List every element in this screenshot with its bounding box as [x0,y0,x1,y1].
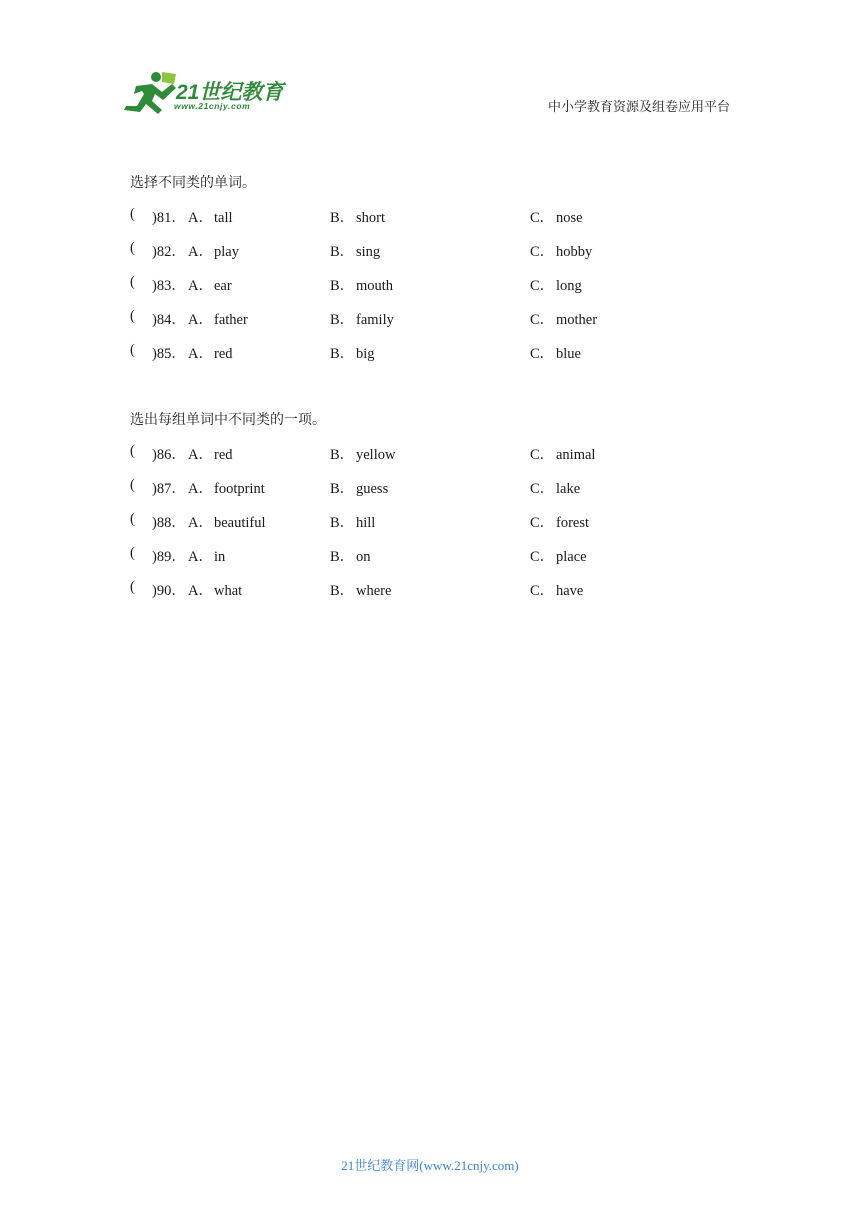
question-number: )86． [152,447,186,463]
running-man-logo-icon [122,70,178,116]
question-row [130,206,730,226]
option-c: C． place [530,549,587,565]
question-row [130,579,730,599]
answer-blank[interactable]: ( [130,342,135,358]
question-row [130,477,730,497]
option-a: A．father [188,312,248,328]
option-a: A．play [188,244,239,260]
option-c: C． lake [530,481,581,497]
option-b: B． on [330,549,371,565]
logo [122,70,292,116]
answer-blank[interactable]: ( [130,477,135,493]
question-number: )82． [152,244,186,260]
question-row [130,240,730,260]
logo-url: www.21cnjy.com [174,101,251,111]
option-c: C． nose [530,210,583,226]
question-row [130,443,730,463]
question-number: )88． [152,515,186,531]
option-b: B． sing [330,244,381,260]
question-number: )85． [152,346,186,362]
question-row [130,511,730,531]
question-number: )87． [152,481,186,497]
answer-blank[interactable]: ( [130,240,135,256]
option-b: B． family [330,312,394,328]
question-row [130,342,730,362]
option-a: A．ear [188,278,232,294]
option-b: B． big [330,346,375,362]
question-number: )90． [152,583,186,599]
option-c: C． hobby [530,244,593,260]
option-b: B． yellow [330,447,396,463]
option-c: C． forest [530,515,590,531]
question-row [130,274,730,294]
question-number: )84． [152,312,186,328]
option-a: A．red [188,447,233,463]
question-row [130,308,730,328]
answer-blank[interactable]: ( [130,206,135,222]
answer-blank[interactable]: ( [130,511,135,527]
option-a: A．red [188,346,233,362]
option-c: C． mother [530,312,598,328]
option-a: A．tall [188,210,233,226]
option-b: B． guess [330,481,389,497]
answer-blank[interactable]: ( [130,579,135,595]
option-b: B． hill [330,515,376,531]
section-title-2: 选出每组单词中不同类的一项。 [130,412,326,428]
answer-blank[interactable]: ( [130,545,135,561]
footer-link[interactable]: 21世纪教育网(www.21cnjy.com) [341,1158,519,1173]
option-c: C． blue [530,346,581,362]
option-c: C． animal [530,447,596,463]
option-a: A．what [188,583,243,599]
option-b: B． where [330,583,392,599]
header-platform-text: 中小学教育资源及组卷应用平台 [547,100,730,115]
option-c: C． have [530,583,584,599]
option-b: B． short [330,210,385,226]
option-a: A．footprint [188,481,265,497]
answer-blank[interactable]: ( [130,443,135,459]
question-row [130,545,730,565]
question-number: )89． [152,549,186,565]
option-a: A．beautiful [188,515,266,531]
logo-text: 21世纪教育 [176,81,284,104]
option-b: B． mouth [330,278,394,294]
option-a: A．in [188,549,226,565]
answer-blank[interactable]: ( [130,274,135,290]
question-number: )83． [152,278,186,294]
option-c: C． long [530,278,582,294]
answer-blank[interactable]: ( [130,308,135,324]
question-number: )81． [152,210,186,226]
section-title-1: 选择不同类的单词。 [130,175,256,191]
